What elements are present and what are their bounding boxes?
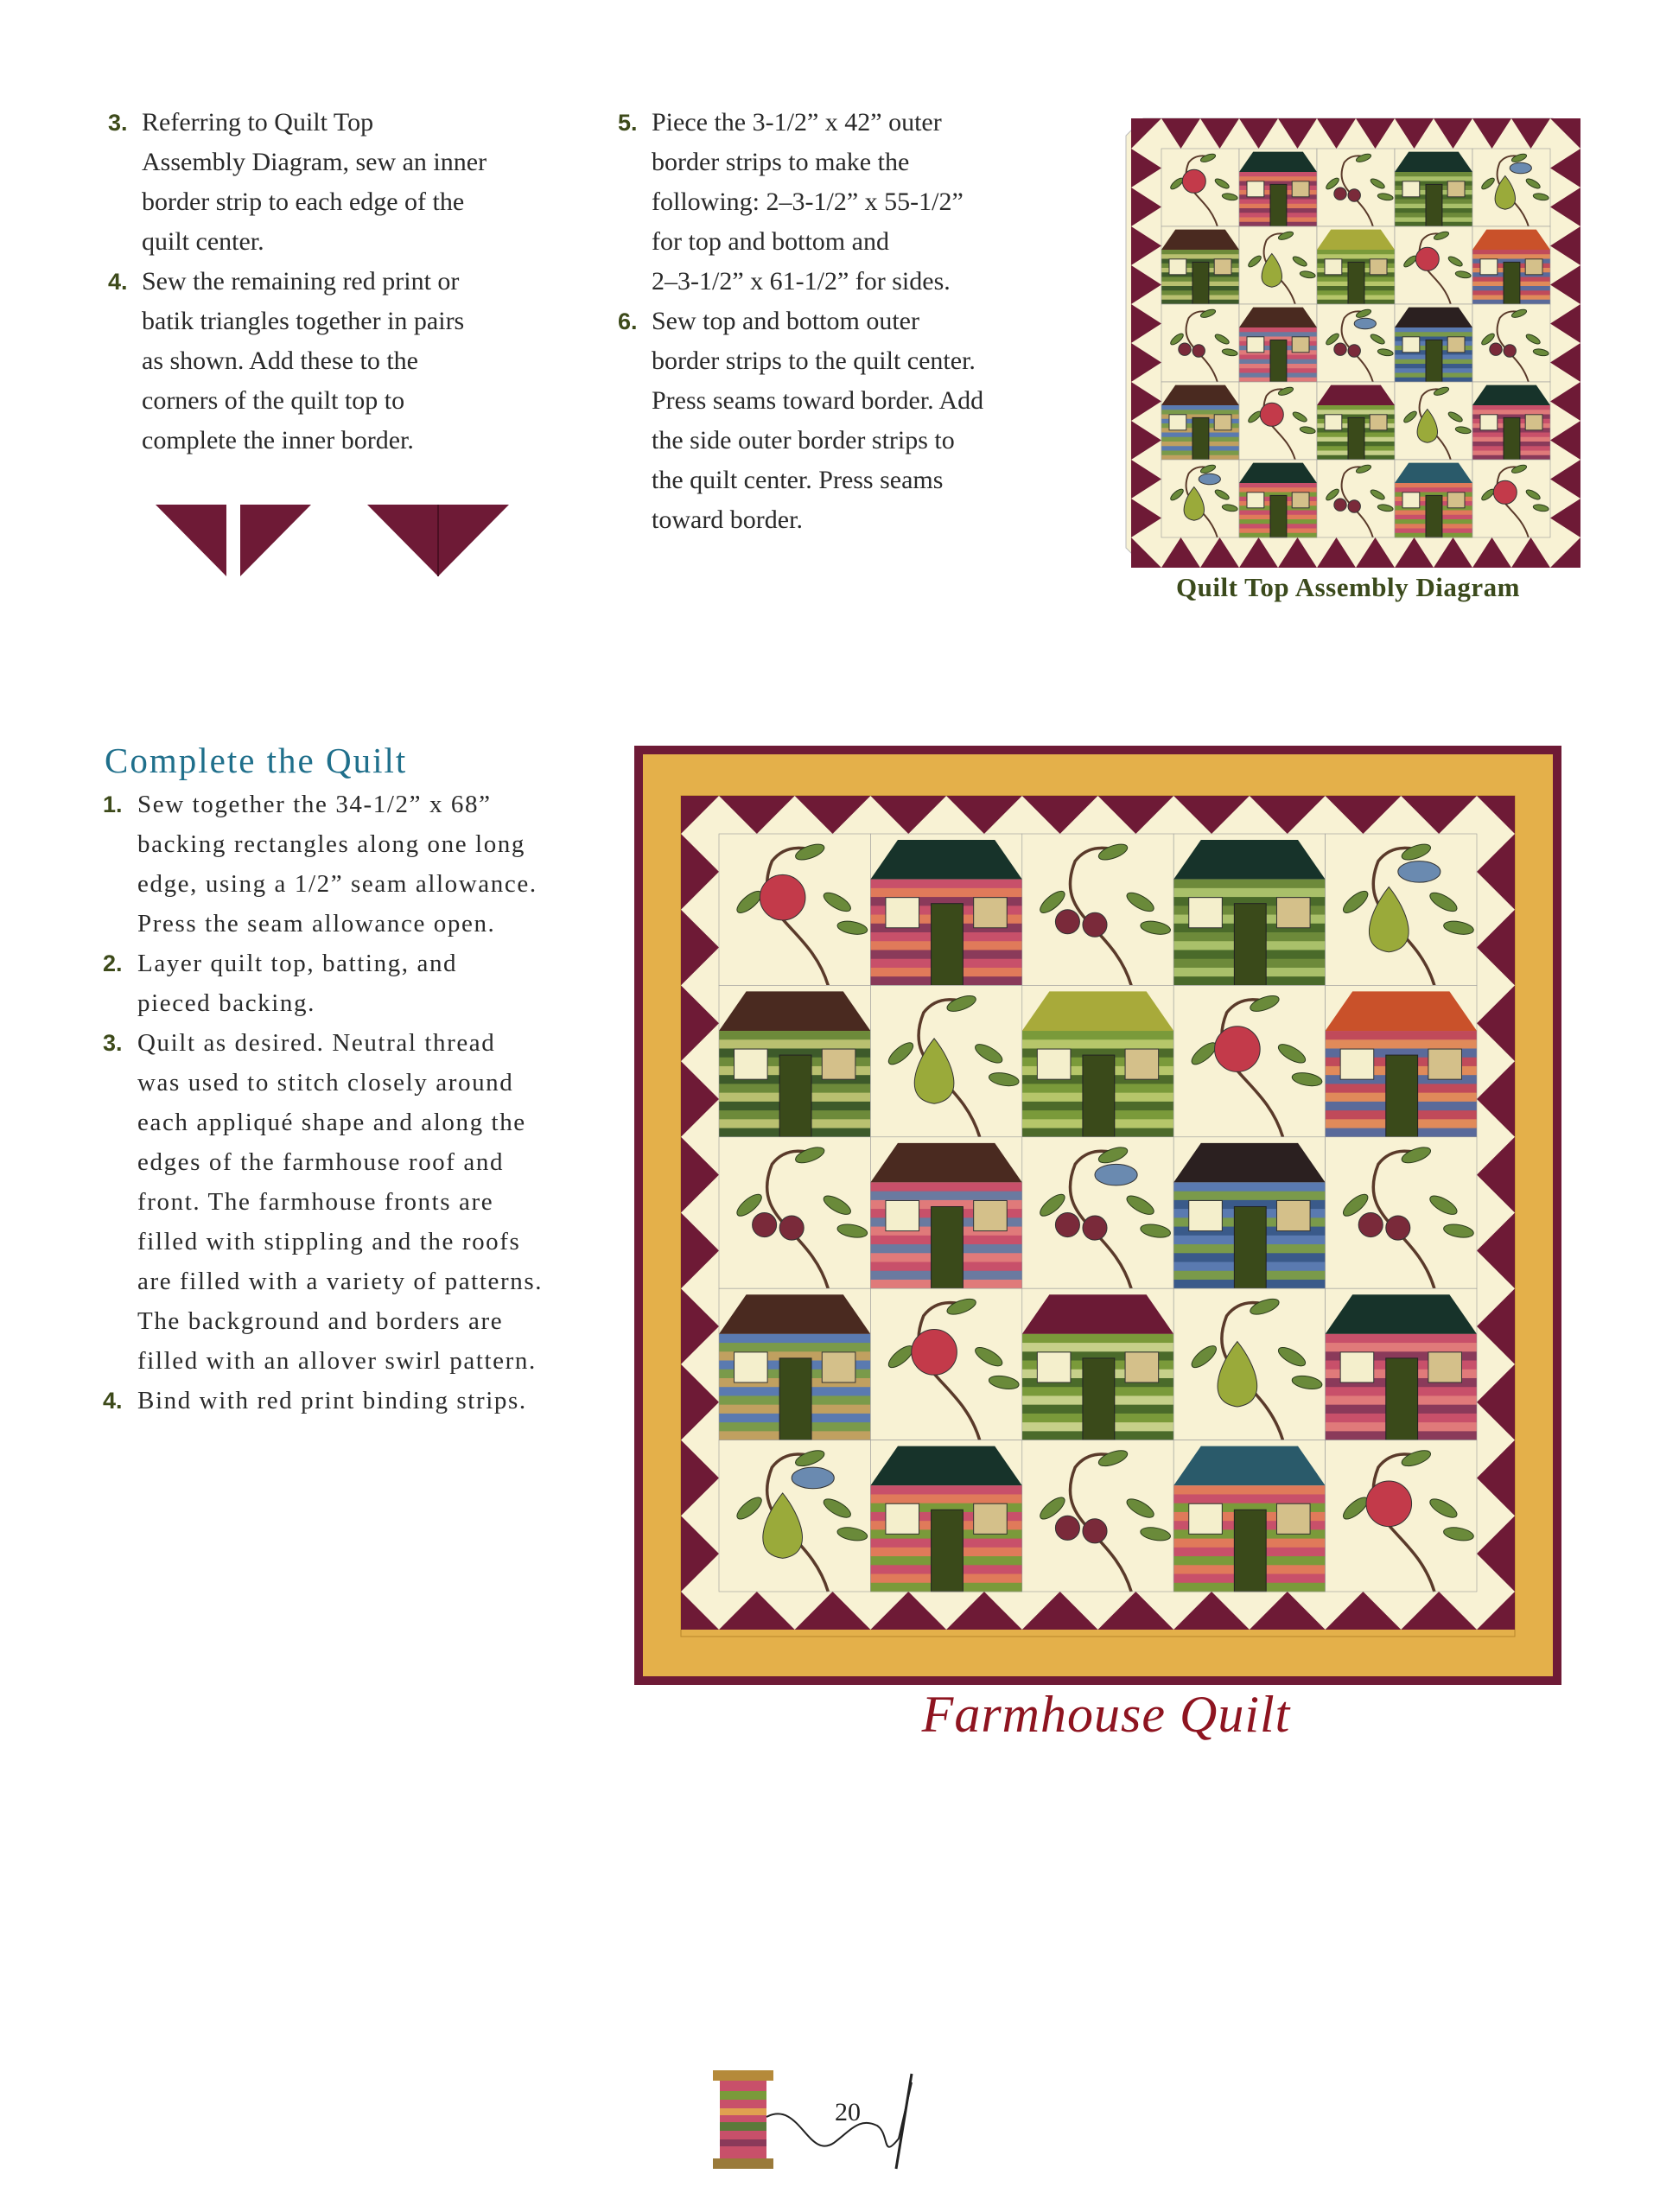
- list-item: [103, 1381, 543, 1421]
- house-door: [779, 1055, 811, 1137]
- house-stripe: [870, 1192, 1021, 1201]
- house-window: [1037, 1352, 1071, 1382]
- farmhouse-block: [1395, 149, 1472, 227]
- bird-icon: [792, 1467, 834, 1489]
- house-stripe: [1395, 327, 1472, 333]
- house-stripe: [870, 880, 1021, 889]
- farmhouse-block: [1472, 382, 1550, 461]
- step-number: 4.: [108, 269, 128, 295]
- house-window: [1276, 1200, 1310, 1230]
- house-stripe: [1317, 254, 1395, 259]
- house-stripe: [1161, 254, 1239, 259]
- fruit-tree-block: [1326, 834, 1477, 985]
- house-window: [1402, 181, 1420, 197]
- house-window: [1037, 1049, 1071, 1079]
- house-door: [1426, 495, 1442, 537]
- house-door: [1270, 340, 1287, 382]
- step-text-line: Sew together the 34-1/2” x 68”: [137, 791, 492, 818]
- section-heading: Complete the Quilt: [105, 741, 408, 780]
- house-stripe: [870, 888, 1021, 898]
- house-window: [1447, 181, 1465, 197]
- house-stripe: [1239, 487, 1317, 493]
- house-stripe: [1022, 1039, 1173, 1049]
- house-window: [974, 1503, 1008, 1534]
- step-number: 4.: [103, 1388, 123, 1414]
- step-text-line: filled with stippling and the roofs: [137, 1228, 521, 1255]
- bird-icon: [1095, 1164, 1137, 1185]
- house-window: [886, 1200, 919, 1230]
- farmhouse-block: [719, 985, 870, 1137]
- house-window: [1480, 259, 1498, 275]
- house-stripe: [719, 1031, 870, 1040]
- triangle-right-half: [240, 505, 311, 576]
- house-window: [1428, 1049, 1462, 1079]
- house-stripe: [1173, 1485, 1325, 1495]
- house-stripe: [870, 1485, 1021, 1495]
- house-window: [1247, 337, 1264, 353]
- farmhouse-block: [1239, 304, 1317, 383]
- step-text-line: as shown. Add these to the: [142, 346, 418, 375]
- fruit-tree-block: [1022, 1440, 1173, 1592]
- quilt-title-caption: Farmhouse Quilt: [921, 1686, 1291, 1743]
- apple-icon: [1366, 1481, 1412, 1527]
- list-item: [103, 785, 543, 944]
- list-item: [108, 262, 487, 461]
- step-text-line: was used to stitch closely around: [137, 1069, 514, 1096]
- house-door: [1270, 495, 1287, 537]
- farmhouse-block: [870, 834, 1021, 986]
- farmhouse-block: [1472, 226, 1550, 305]
- house-door: [1348, 262, 1364, 304]
- farmhouse-block: [870, 1137, 1021, 1289]
- house-window: [1169, 415, 1186, 430]
- step-text-line: border strips to the quilt center.: [652, 346, 976, 375]
- house-stripe: [1239, 483, 1317, 488]
- farmhouse-block: [870, 1440, 1021, 1592]
- house-stripe: [719, 1039, 870, 1049]
- apple-icon: [1493, 480, 1517, 504]
- fruit-tree-block: [1472, 149, 1550, 226]
- farmhouse-block: [1317, 226, 1395, 305]
- triangle-pair-joined: [367, 505, 509, 576]
- house-door: [1504, 262, 1520, 304]
- farmhouse-block: [1022, 1288, 1173, 1440]
- step-text-line: edges of the farmhouse roof and: [137, 1148, 505, 1176]
- steps-complete-quilt: [103, 785, 544, 1421]
- triangle-left-half: [156, 505, 226, 576]
- list-item: [108, 103, 487, 262]
- fruit-tree-block: [1161, 460, 1239, 537]
- house-door: [1192, 417, 1209, 460]
- house-window: [822, 1352, 855, 1382]
- house-window: [1525, 259, 1542, 275]
- step-text-line: Quilt as desired. Neutral thread: [137, 1029, 496, 1057]
- fruit-tree-block: [1326, 1440, 1477, 1592]
- list-item: [618, 302, 984, 540]
- house-door: [779, 1358, 811, 1440]
- house-stripe: [1173, 1182, 1325, 1192]
- house-window: [1525, 415, 1542, 430]
- house-stripe: [1395, 332, 1472, 337]
- fruit-tree-block: [1022, 834, 1173, 985]
- house-window: [1370, 259, 1387, 275]
- diagram-caption: Quilt Top Assembly Diagram: [1176, 572, 1520, 602]
- step-text-line: Press seams toward border. Add: [652, 386, 984, 415]
- step-number: 3.: [103, 1030, 123, 1056]
- fruit-tree-block: [1317, 304, 1395, 382]
- house-window: [1340, 1352, 1374, 1382]
- step-text-line: border strip to each edge of the: [142, 188, 465, 216]
- house-stripe: [870, 1182, 1021, 1192]
- house-stripe: [1022, 1031, 1173, 1040]
- fruit-tree-block: [1472, 304, 1550, 382]
- step-text-line: toward border.: [652, 505, 803, 534]
- cherry-icon: [1179, 343, 1191, 355]
- cherry-icon: [1348, 500, 1360, 512]
- house-window: [1292, 493, 1309, 508]
- house-window: [1189, 1503, 1223, 1534]
- house-window: [1480, 415, 1498, 430]
- house-stripe: [1317, 250, 1395, 255]
- house-window: [1447, 493, 1465, 508]
- step-text-line: Piece the 3-1/2” x 42” outer: [652, 108, 942, 137]
- house-door: [1386, 1358, 1418, 1440]
- house-door: [932, 1510, 964, 1592]
- step-text-line: 2–3-1/2” x 61-1/2” for sides.: [652, 267, 951, 296]
- house-door: [1083, 1358, 1115, 1440]
- spool-logo-icon: [704, 2065, 929, 2177]
- apple-icon: [760, 874, 805, 920]
- cherry-icon: [1334, 499, 1346, 511]
- house-stripe: [1161, 410, 1239, 415]
- step-number: 1.: [103, 791, 123, 817]
- fruit-tree-block: [1173, 985, 1325, 1136]
- fruit-tree-block: [1326, 1137, 1477, 1288]
- step-text-line: are filled with a variety of patterns.: [137, 1268, 544, 1295]
- house-window: [1325, 415, 1342, 430]
- step-text-line: complete the inner border.: [142, 426, 414, 454]
- step-text-line: each appliqué shape and along the: [137, 1109, 526, 1136]
- fruit-tree-block: [1161, 149, 1239, 226]
- house-stripe: [1239, 172, 1317, 177]
- cherry-icon: [1334, 188, 1346, 200]
- bird-icon: [1510, 162, 1531, 174]
- cherry-icon: [1055, 1213, 1079, 1237]
- house-stripe: [1326, 1039, 1477, 1049]
- fruit-tree-block: [870, 1288, 1021, 1440]
- cherry-icon: [1083, 1519, 1107, 1543]
- house-stripe: [1173, 880, 1325, 889]
- farmhouse-block: [1161, 382, 1239, 461]
- farmhouse-block: [1395, 304, 1472, 383]
- cherry-icon: [1083, 1216, 1107, 1240]
- house-window: [974, 898, 1008, 928]
- farmhouse-block: [1317, 382, 1395, 461]
- house-window: [1125, 1352, 1159, 1382]
- house-stripe: [1317, 405, 1395, 410]
- house-window: [1428, 1352, 1462, 1382]
- quilt-top-assembly-diagram: [1126, 118, 1570, 565]
- house-door: [1234, 1206, 1266, 1288]
- farmhouse-block: [1161, 226, 1239, 305]
- bird-icon: [1354, 318, 1376, 329]
- house-stripe: [1472, 405, 1550, 410]
- house-stripe: [1022, 1334, 1173, 1344]
- bird-icon: [1199, 474, 1220, 485]
- house-stripe: [1395, 483, 1472, 488]
- house-window: [1447, 337, 1465, 353]
- house-door: [1192, 262, 1209, 304]
- house-stripe: [1173, 888, 1325, 898]
- fruit-tree-block: [1161, 304, 1239, 382]
- house-stripe: [1472, 254, 1550, 259]
- step-number: 2.: [103, 950, 123, 976]
- fruit-tree-block: [719, 834, 870, 985]
- step-number: 3.: [108, 110, 128, 136]
- house-window: [1214, 415, 1231, 430]
- house-stripe: [1161, 250, 1239, 255]
- house-window: [1169, 259, 1186, 275]
- cherry-icon: [753, 1213, 777, 1237]
- house-stripe: [1173, 1494, 1325, 1503]
- fruit-tree-block: [1173, 1288, 1325, 1440]
- house-door: [1234, 1510, 1266, 1592]
- fruit-tree-block: [719, 1137, 870, 1288]
- house-stripe: [870, 1494, 1021, 1503]
- house-stripe: [1317, 410, 1395, 415]
- house-door: [1234, 904, 1266, 986]
- step-text-line: filled with an allover swirl pattern.: [137, 1347, 537, 1375]
- house-window: [1189, 1200, 1223, 1230]
- steps-top-right: [618, 103, 984, 540]
- house-stripe: [1239, 332, 1317, 337]
- house-door: [1504, 417, 1520, 460]
- list-item: [103, 1023, 544, 1381]
- house-window: [886, 898, 919, 928]
- step-text-line: quilt center.: [142, 227, 264, 256]
- house-stripe: [1239, 327, 1317, 333]
- farmhouse-block: [1326, 1288, 1477, 1440]
- step-text-line: Press the seam allowance open.: [137, 910, 496, 938]
- house-window: [974, 1200, 1008, 1230]
- house-door: [1386, 1055, 1418, 1137]
- cherry-icon: [1334, 343, 1346, 355]
- farmhouse-block: [1395, 460, 1472, 538]
- fruit-tree-block: [1317, 460, 1395, 537]
- step-text-line: Sew top and bottom outer: [652, 307, 919, 335]
- apple-icon: [1415, 247, 1439, 270]
- house-door: [1083, 1055, 1115, 1137]
- step-number: 5.: [618, 110, 638, 136]
- cherry-icon: [779, 1216, 804, 1240]
- house-window: [822, 1049, 855, 1079]
- farmhouse-block: [1022, 985, 1173, 1137]
- house-window: [1370, 415, 1387, 430]
- apple-icon: [1260, 403, 1283, 426]
- step-text-line: The background and borders are: [137, 1307, 504, 1335]
- step-text-line: border strips to make the: [652, 148, 910, 176]
- apple-icon: [1215, 1027, 1261, 1072]
- house-stripe: [1239, 176, 1317, 181]
- house-window: [1125, 1049, 1159, 1079]
- house-stripe: [1395, 172, 1472, 177]
- house-stripe: [1173, 1192, 1325, 1201]
- fruit-tree-block: [1395, 226, 1472, 304]
- step-text-line: the quilt center. Press seams: [652, 466, 944, 494]
- list-item: [618, 103, 983, 302]
- step-text-line: Assembly Diagram, sew an inner: [142, 148, 487, 176]
- house-door: [1348, 417, 1364, 460]
- house-window: [886, 1503, 919, 1534]
- step-text-line: for top and bottom and: [652, 227, 889, 256]
- cherry-icon: [1055, 910, 1079, 934]
- house-stripe: [1161, 405, 1239, 410]
- farmhouse-block: [1173, 1440, 1325, 1592]
- house-window: [1276, 898, 1310, 928]
- list-item: [103, 944, 543, 1023]
- house-door: [1426, 184, 1442, 226]
- cherry-icon: [1358, 1213, 1383, 1237]
- house-stripe: [1326, 1031, 1477, 1040]
- house-stripe: [1472, 410, 1550, 415]
- step-text-line: following: 2–3-1/2” x 55-1/2”: [652, 188, 964, 216]
- steps-top-left: [108, 103, 487, 461]
- cherry-icon: [1055, 1516, 1079, 1540]
- house-door: [1270, 184, 1287, 226]
- step-text-line: corners of the quilt top to: [142, 386, 405, 415]
- fruit-tree-block: [870, 985, 1021, 1136]
- house-window: [1402, 493, 1420, 508]
- bird-icon: [1398, 861, 1441, 883]
- cherry-icon: [1192, 345, 1205, 357]
- house-stripe: [719, 1343, 870, 1352]
- page-number: 20: [835, 2098, 861, 2126]
- house-window: [1325, 259, 1342, 275]
- step-text-line: the side outer border strips to: [652, 426, 955, 454]
- house-window: [1402, 337, 1420, 353]
- step-text-line: Referring to Quilt Top: [142, 108, 374, 137]
- step-text-line: front. The farmhouse fronts are: [137, 1188, 494, 1216]
- house-door: [932, 904, 964, 986]
- cherry-icon: [1348, 189, 1360, 201]
- cherry-icon: [1348, 345, 1360, 357]
- house-stripe: [1395, 176, 1472, 181]
- step-text-line: Layer quilt top, batting, and: [137, 950, 458, 977]
- fruit-tree-block: [1022, 1137, 1173, 1288]
- house-window: [1340, 1049, 1374, 1079]
- farmhouse-block: [1173, 1137, 1325, 1289]
- house-stripe: [1395, 487, 1472, 493]
- farmhouse-block: [1239, 149, 1317, 227]
- house-door: [1426, 340, 1442, 382]
- farmhouse-block: [719, 1288, 870, 1440]
- house-window: [1292, 181, 1309, 197]
- house-window: [1247, 493, 1264, 508]
- fruit-tree-block: [1239, 226, 1317, 304]
- farmhouse-quilt-image: [634, 746, 1561, 1685]
- step-text-line: pieced backing.: [137, 989, 315, 1017]
- step-number: 6.: [618, 308, 638, 334]
- apple-icon: [912, 1330, 957, 1376]
- farmhouse-block: [1239, 460, 1317, 538]
- fruit-tree-block: [719, 1440, 870, 1592]
- house-window: [1247, 181, 1264, 197]
- house-stripe: [1022, 1343, 1173, 1352]
- house-window: [735, 1352, 768, 1382]
- house-stripe: [1326, 1334, 1477, 1344]
- farmhouse-block: [1173, 834, 1325, 986]
- house-window: [1189, 898, 1223, 928]
- cherry-icon: [1083, 912, 1107, 937]
- cherry-icon: [1386, 1216, 1410, 1240]
- fruit-tree-block: [1239, 382, 1317, 460]
- house-window: [1214, 259, 1231, 275]
- apple-icon: [1182, 169, 1205, 193]
- fruit-tree-block: [1472, 460, 1550, 537]
- step-text-line: batik triangles together in pairs: [142, 307, 465, 335]
- cherry-icon: [1490, 343, 1502, 355]
- house-window: [1276, 1503, 1310, 1534]
- step-text-line: Bind with red print binding strips.: [137, 1387, 527, 1414]
- house-door: [932, 1206, 964, 1288]
- step-text-line: edge, using a 1/2” seam allowance.: [137, 870, 537, 898]
- fruit-tree-block: [1317, 149, 1395, 226]
- step-text-line: backing rectangles along one long: [137, 830, 526, 858]
- house-window: [735, 1049, 768, 1079]
- farmhouse-block: [1326, 985, 1477, 1137]
- fruit-tree-block: [1395, 382, 1472, 460]
- house-stripe: [1472, 250, 1550, 255]
- step-text-line: Sew the remaining red print or: [142, 267, 460, 296]
- house-window: [1292, 337, 1309, 353]
- house-stripe: [1326, 1343, 1477, 1352]
- cherry-icon: [1504, 345, 1516, 357]
- house-stripe: [719, 1334, 870, 1344]
